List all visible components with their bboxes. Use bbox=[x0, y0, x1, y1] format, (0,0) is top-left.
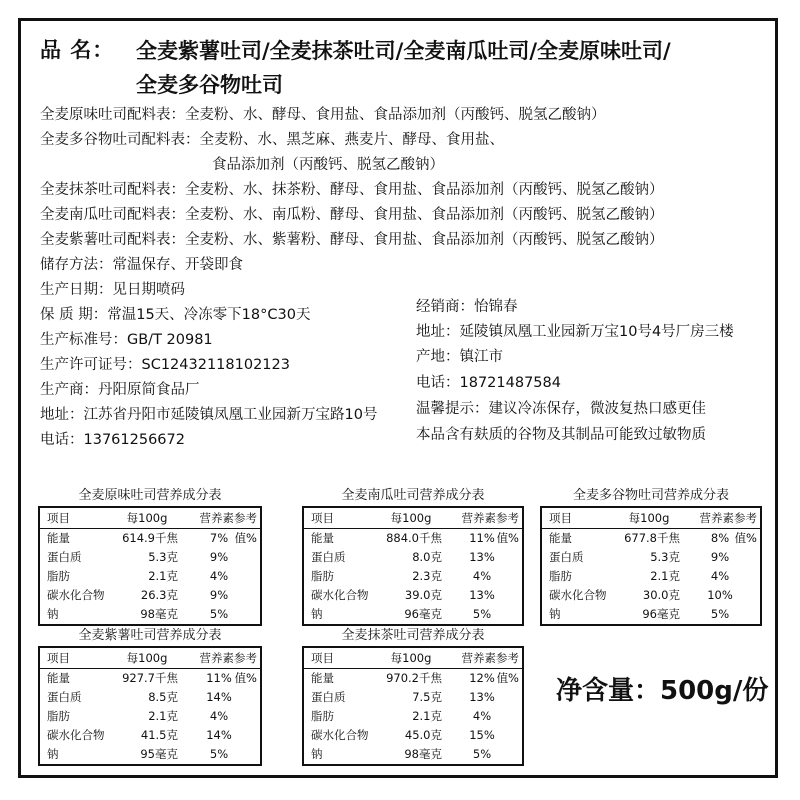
nutrient-name: 钠 bbox=[549, 607, 561, 621]
table-row bbox=[304, 726, 522, 745]
nutrient-nrv: 9% bbox=[209, 588, 229, 602]
header-nrv: 营养素参考值% bbox=[699, 511, 757, 545]
nutrient-nrv: 4% bbox=[472, 569, 492, 583]
nutrient-amount: 95毫克 bbox=[140, 747, 178, 761]
table-row bbox=[304, 529, 522, 548]
table-row bbox=[304, 605, 522, 624]
nutrient-amount: 2.3克 bbox=[412, 569, 442, 583]
nutrient-name: 碳水化合物 bbox=[47, 728, 105, 742]
ingredients-pumpkin: 全麦南瓜吐司配料表：全麦粉、水、南瓜粉、酵母、食用盐、食品添加剂（丙酸钙、脱氢乙酸钠） bbox=[40, 207, 664, 223]
nutrient-nrv: 5% bbox=[209, 607, 229, 621]
table-row bbox=[304, 586, 522, 605]
header-item: 项目 bbox=[311, 511, 334, 525]
header-item: 项目 bbox=[311, 651, 334, 665]
table-row bbox=[304, 745, 522, 764]
nutrient-nrv: 7% bbox=[209, 531, 229, 545]
manufacturer-address: 地址：江苏省丹阳市延陵镇凤凰工业园新万宝路10号 bbox=[40, 407, 378, 423]
table-row bbox=[304, 707, 522, 726]
nutrition-table-multigrain bbox=[540, 486, 762, 626]
nutrient-nrv: 13% bbox=[469, 550, 495, 564]
product-name-line-2: 全麦多谷物吐司 bbox=[136, 73, 283, 97]
nutrition-table-pumpkin bbox=[302, 486, 524, 626]
nutrient-nrv: 9% bbox=[209, 550, 229, 564]
nutrient-nrv: 11% bbox=[206, 671, 232, 685]
nutrient-amount: 98毫克 bbox=[140, 607, 178, 621]
nutrient-nrv: 11% bbox=[469, 531, 495, 545]
table-row bbox=[40, 586, 260, 605]
distributor-address: 地址：延陵镇凤凰工业园新万宝10号4号厂房三楼 bbox=[416, 324, 734, 340]
header-item: 项目 bbox=[549, 511, 572, 525]
nutrient-name: 碳水化合物 bbox=[47, 588, 105, 602]
nutrient-name: 钠 bbox=[311, 747, 323, 761]
table-row bbox=[304, 548, 522, 567]
nutrient-nrv: 4% bbox=[472, 709, 492, 723]
nutrient-nrv: 10% bbox=[707, 588, 733, 602]
nutrition-title: 全麦南瓜吐司营养成分表 bbox=[341, 488, 485, 503]
nutrient-amount: 45.0克 bbox=[404, 728, 442, 742]
table-row bbox=[40, 688, 260, 707]
header-per-100g: 每100g bbox=[390, 511, 432, 525]
nutrient-name: 蛋白质 bbox=[311, 690, 346, 704]
warm-tip: 温馨提示：建议冷冻保存，微波复热口感更佳 bbox=[416, 401, 706, 417]
product-name-label: 品 名： bbox=[40, 38, 115, 62]
table-row bbox=[542, 529, 760, 548]
table-row bbox=[40, 529, 260, 548]
nutrient-amount: 2.1克 bbox=[148, 709, 178, 723]
nutrient-name: 脂肪 bbox=[47, 569, 70, 583]
table-row bbox=[40, 745, 260, 764]
ingredients-original: 全麦原味吐司配料表：全麦粉、水、酵母、食用盐、食品添加剂（丙酸钙、脱氢乙酸钠） bbox=[40, 107, 606, 123]
nutrient-name: 碳水化合物 bbox=[311, 588, 369, 602]
nutrient-amount: 5.3克 bbox=[148, 550, 178, 564]
nutrient-nrv: 15% bbox=[469, 728, 495, 742]
header-item: 项目 bbox=[47, 511, 70, 525]
nutrition-title: 全麦原味吐司营养成分表 bbox=[78, 488, 222, 503]
nutrient-amount: 98毫克 bbox=[404, 747, 442, 761]
nutrient-amount: 26.3克 bbox=[140, 588, 178, 602]
nutrient-amount: 30.0克 bbox=[642, 588, 680, 602]
header-per-100g: 每100g bbox=[628, 511, 670, 525]
ingredients-multigrain: 全麦多谷物吐司配料表：全麦粉、水、黑芝麻、燕麦片、酵母、食用盐、 bbox=[40, 132, 504, 148]
nutrient-amount: 96毫克 bbox=[404, 607, 442, 621]
nutrient-amount: 8.5克 bbox=[148, 690, 178, 704]
nutrient-name: 脂肪 bbox=[549, 569, 572, 583]
nutrient-nrv: 5% bbox=[472, 607, 492, 621]
table-row bbox=[304, 567, 522, 586]
table-row bbox=[40, 669, 260, 688]
nutrient-nrv: 4% bbox=[710, 569, 730, 583]
nutrient-nrv: 5% bbox=[472, 747, 492, 761]
nutrient-nrv: 4% bbox=[209, 569, 229, 583]
manufacturer: 生产商：丹阳原简食品厂 bbox=[40, 382, 200, 398]
nutrient-amount: 41.5克 bbox=[140, 728, 178, 742]
nutrition-table-matcha bbox=[302, 626, 524, 766]
storage-method: 储存方法：常温保存、开袋即食 bbox=[40, 257, 243, 273]
nutrient-name: 蛋白质 bbox=[47, 550, 82, 564]
nutrient-nrv: 8% bbox=[710, 531, 730, 545]
nutrition-table-purple-potato bbox=[38, 626, 262, 766]
nutrient-amount: 2.1克 bbox=[650, 569, 680, 583]
nutrient-name: 能量 bbox=[47, 671, 70, 685]
nutrient-name: 脂肪 bbox=[311, 569, 334, 583]
production-license: 生产许可证号：SC12432118102123 bbox=[40, 357, 290, 373]
nutrient-amount: 614.9千焦 bbox=[122, 531, 178, 545]
nutrient-amount: 677.8千焦 bbox=[624, 531, 680, 545]
net-content: 净含量：500g/份 bbox=[556, 676, 769, 706]
table-row bbox=[40, 605, 260, 624]
distributor: 经销商：怡锦春 bbox=[416, 299, 518, 315]
table-row bbox=[304, 688, 522, 707]
nutrient-name: 碳水化合物 bbox=[311, 728, 369, 742]
table-row bbox=[40, 726, 260, 745]
nutrition-title: 全麦多谷物吐司营养成分表 bbox=[572, 488, 729, 503]
nutrient-amount: 96毫克 bbox=[642, 607, 680, 621]
header-nrv: 营养素参考值% bbox=[199, 651, 257, 685]
header-nrv: 营养素参考值% bbox=[199, 511, 257, 545]
distributor-phone: 电话：18721487584 bbox=[416, 375, 561, 391]
header-nrv: 营养素参考值% bbox=[461, 651, 519, 685]
nutrient-amount: 970.2千焦 bbox=[386, 671, 442, 685]
nutrient-name: 能量 bbox=[311, 531, 334, 545]
nutrient-nrv: 13% bbox=[469, 588, 495, 602]
table-row bbox=[40, 548, 260, 567]
table-row bbox=[40, 567, 260, 586]
nutrient-nrv: 12% bbox=[469, 671, 495, 685]
ingredients-multigrain-cont: 食品添加剂（丙酸钙、脱氢乙酸钠） bbox=[212, 157, 444, 173]
nutrient-amount: 8.0克 bbox=[412, 550, 442, 564]
nutrient-amount: 2.1克 bbox=[412, 709, 442, 723]
nutrient-nrv: 4% bbox=[209, 709, 229, 723]
nutrient-name: 能量 bbox=[47, 531, 70, 545]
ingredients-matcha: 全麦抹茶吐司配料表：全麦粉、水、抹茶粉、酵母、食用盐、食品添加剂（丙酸钙、脱氢乙酸钠） bbox=[40, 182, 664, 198]
nutrient-nrv: 5% bbox=[710, 607, 730, 621]
nutrient-amount: 927.7千焦 bbox=[122, 671, 178, 685]
nutrient-name: 能量 bbox=[549, 531, 572, 545]
production-standard: 生产标准号：GB/T 20981 bbox=[40, 332, 213, 348]
header-per-100g: 每100g bbox=[390, 651, 432, 665]
nutrient-name: 脂肪 bbox=[47, 709, 70, 723]
shelf-life: 保 质 期：常温15天、冷冻零下18°C30天 bbox=[40, 307, 311, 323]
header-per-100g: 每100g bbox=[126, 511, 168, 525]
nutrition-table-original bbox=[38, 486, 262, 626]
nutrient-nrv: 9% bbox=[710, 550, 730, 564]
nutrient-nrv: 14% bbox=[206, 728, 232, 742]
nutrient-amount: 7.5克 bbox=[412, 690, 442, 704]
nutrient-nrv: 14% bbox=[206, 690, 232, 704]
nutrient-amount: 884.0千焦 bbox=[386, 531, 442, 545]
table-row bbox=[542, 605, 760, 624]
table-row bbox=[304, 669, 522, 688]
header-nrv: 营养素参考值% bbox=[461, 511, 519, 545]
nutrient-amount: 5.3克 bbox=[650, 550, 680, 564]
nutrient-amount: 39.0克 bbox=[404, 588, 442, 602]
origin: 产地：镇江市 bbox=[416, 349, 503, 365]
nutrient-name: 蛋白质 bbox=[47, 690, 82, 704]
header-per-100g: 每100g bbox=[126, 651, 168, 665]
nutrient-name: 钠 bbox=[47, 747, 59, 761]
table-row bbox=[542, 586, 760, 605]
nutrient-name: 能量 bbox=[311, 671, 334, 685]
nutrient-name: 脂肪 bbox=[311, 709, 334, 723]
nutrient-name: 钠 bbox=[311, 607, 323, 621]
nutrient-nrv: 13% bbox=[469, 690, 495, 704]
nutrient-amount: 2.1克 bbox=[148, 569, 178, 583]
header-item: 项目 bbox=[47, 651, 70, 665]
nutrition-title: 全麦紫薯吐司营养成分表 bbox=[78, 628, 222, 643]
manufacturer-phone: 电话：13761256672 bbox=[40, 432, 185, 448]
nutrient-nrv: 5% bbox=[209, 747, 229, 761]
product-name-line-1: 全麦紫薯吐司/全麦抹茶吐司/全麦南瓜吐司/全麦原味吐司/ bbox=[136, 39, 671, 63]
nutrient-name: 碳水化合物 bbox=[549, 588, 607, 602]
nutrient-name: 钠 bbox=[47, 607, 59, 621]
allergen-notice: 本品含有麸质的谷物及其制品可能致过敏物质 bbox=[416, 427, 706, 443]
nutrient-name: 蛋白质 bbox=[549, 550, 584, 564]
table-row bbox=[542, 548, 760, 567]
nutrient-name: 蛋白质 bbox=[311, 550, 346, 564]
table-row bbox=[542, 567, 760, 586]
table-row bbox=[40, 707, 260, 726]
ingredients-purple-potato: 全麦紫薯吐司配料表：全麦粉、水、紫薯粉、酵母、食用盐、食品添加剂（丙酸钙、脱氢乙酸钠） bbox=[40, 232, 664, 248]
nutrition-title: 全麦抹茶吐司营养成分表 bbox=[341, 628, 485, 643]
production-date: 生产日期：见日期喷码 bbox=[40, 282, 185, 298]
